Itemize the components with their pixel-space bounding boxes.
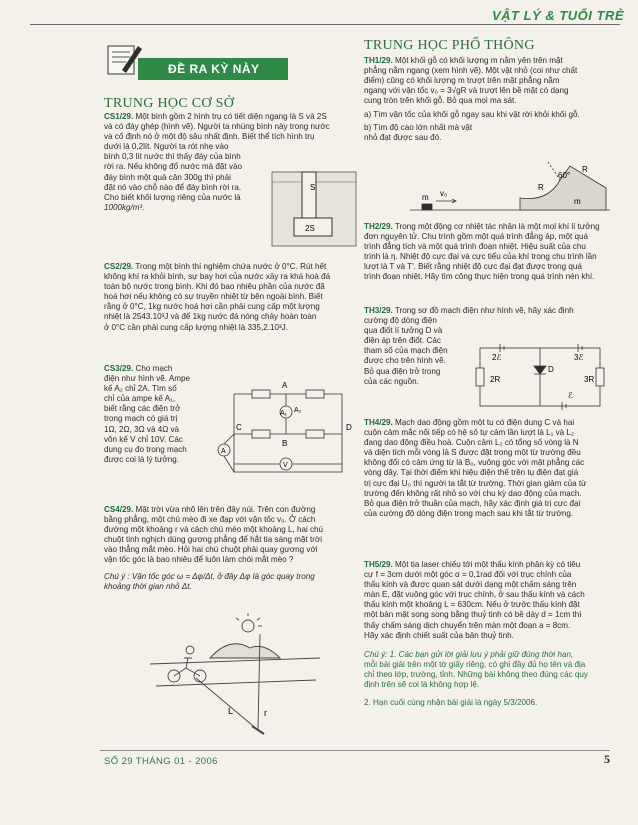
th3-line: Bỏ qua điện trở trong <box>364 366 441 376</box>
cs2-label: CS2/29. <box>104 262 134 271</box>
right-heading: TRUNG HỌC PHỔ THÔNG <box>364 38 535 53</box>
th1-question-b: nhỏ đạt được sau đó. <box>364 132 442 142</box>
cs1-line: và cố định nó ở một độ sâu nhất định. Biết thể tích hình trụ <box>104 132 315 142</box>
th3-line: qua điốt lí tưởng D và <box>364 326 443 336</box>
cs2-line: không khí ra khỏi bình, sự bay hơi của nước xảy ra khá hoà đá <box>104 272 331 282</box>
cs4-line: đường một khoảng r và cách chú mèo một khoảng L, hai chú <box>104 525 324 535</box>
th4-line: đang dao động điều hoà. Cuộn cảm L₂ có tổng số vòng là N <box>364 438 579 448</box>
cs4-line: vận tốc góc là bao nhiêu để luôn làm chói mắt mèo ? <box>104 555 294 565</box>
mass-label-1: m <box>422 193 429 202</box>
th3-label: TH3/29. <box>364 306 393 315</box>
ammeter-a1-label: A₁ <box>280 410 288 417</box>
th4-line: của cường độ dòng điện trong mạch sau khi tắt từ trường. <box>364 508 574 518</box>
th3-line: được cho trên hình vẽ. <box>364 356 446 366</box>
cs1-line: rời ra. Nếu không đổ nước mà đặt vào <box>104 162 242 172</box>
node-d: D <box>346 423 352 432</box>
th2-line: Trong một động cơ nhiệt tác nhân là một mol khí lí tưởng <box>394 222 600 231</box>
th3-line: của các nguồn. <box>364 376 419 386</box>
th4-line: không đổi có cảm ứng từ là B₀, vuông góc với mặt phẳng các <box>364 458 585 468</box>
deadline-note: 2. Hạn cuối cùng nhận bài giải là ngày 5/3/2006. <box>364 698 538 708</box>
emf-2e-label: 2ℰ <box>492 353 502 362</box>
th1-line: Một khối gỗ có khối lượng m nằm yên trên mặt <box>395 56 563 65</box>
top-rule <box>30 24 620 25</box>
th1-question-a: a) Tìm vận tốc của khối gỗ ngay sau khi vật rời khỏi khối gỗ. <box>364 110 580 120</box>
mass-label-2: m <box>574 197 581 206</box>
th1-line: cung tròn trên khối gỗ. Bỏ qua mọi ma sát. <box>364 96 517 106</box>
note-line: Chú ý: 1. Các bạn gửi lời giải lưu ý phải giữ đúng thời hạn, <box>364 650 574 659</box>
cs2-line: hoá hơi nếu không có sự truyền nhiệt từ bên ngoài bình. Biết <box>104 292 323 302</box>
distance-r-label: r <box>264 708 267 718</box>
cs1-line: Cho biết khối lượng riêng của nước là <box>104 192 241 202</box>
cs3-line: 1Ω, 2Ω, 3Ω và 4Ω và <box>104 424 180 434</box>
distance-l-label: L <box>228 706 234 716</box>
th1-label: TH1/29. <box>364 56 393 65</box>
th5-line: thấy chấm sáng dịch chuyển trên màn một đoạn a = 8cm. <box>364 620 571 630</box>
cs2-line: nhiệt là 2543.10³J và để 1kg nước đá nóng chảy hoàn toàn <box>104 312 317 322</box>
th2-line: lượt là T và T'. Biết rằng nhiệt độ cực đại đạt được trong quá <box>364 262 582 272</box>
cyclist-mirror-figure <box>150 612 320 744</box>
velocity-label: v₀ <box>440 189 448 198</box>
th2-line: trình đoạn nhiệt. Hãy tìm công thực hiện trong quá trình nén khí. <box>364 272 595 282</box>
node-b: B <box>282 439 288 448</box>
note-line: định trên sẽ coi là không hợp lệ. <box>364 680 480 690</box>
th1-line: phẳng nằm ngang (xem hình vẽ). Một vật nhỏ (coi như chất <box>364 66 578 76</box>
cs3-line: dụng cụ đo trong mạch <box>104 444 187 454</box>
th5-line: Hãy xác định chiết suất của bản thuỷ tinh. <box>364 630 514 640</box>
page-number: 5 <box>604 752 610 766</box>
th3-line: điện áp trên điốt. Các <box>364 336 441 346</box>
th5-line: cự f = 3cm dưới một góc α = 0,1rad đối với trục chính của <box>364 570 572 580</box>
cs4-line: Mặt trời vừa nhô lên trên đây núi. Trên con đường <box>135 505 316 514</box>
th2-line: trình đẳng tích và một quá trình đoạn nhiệt. Hiệu suất của chu <box>364 242 586 252</box>
problem-cs4 <box>104 505 360 592</box>
cs2-line: ở 0°C cần phải cung cấp lượng nhiệt là 335,2.10³J. <box>104 322 288 332</box>
voltmeter-label: V <box>283 462 288 469</box>
cs1-line: đáy bình một quả cân 300g thì phải <box>104 172 231 182</box>
th4-line: vòng dây. Tại thời điểm khi hiệu điện thế trên tụ điện đạt giá <box>364 468 579 478</box>
diode-circuit-figure <box>470 340 610 410</box>
cs3-label: CS3/29. <box>104 364 134 373</box>
cs2-line: toàn bộ nước trong bình. Khi đó bao nhiêu phần của nước đã <box>104 282 325 292</box>
th3-line: Trong sơ đồ mạch điện như hình vẽ, hãy xác định <box>394 306 574 315</box>
emf-3e-label: 3ℰ <box>574 353 584 362</box>
problem-cs3 <box>104 364 222 465</box>
th2-label: TH2/29. <box>364 222 393 231</box>
th2-line: trình là η. Nhiệt độ cực đại và cực tiểu của khí trong chu trình lần <box>364 252 597 262</box>
note-line: mỗi bài giải trên một tờ giấy riêng, có ghi đầy đủ họ tên và địa <box>364 660 586 670</box>
cs1-line: đặt nó vào chỗ nào để đáy bình rời ra. <box>104 182 242 192</box>
cs3-line: chỉ của ampe kế A₁, <box>104 394 176 404</box>
problem-th2 <box>364 222 612 283</box>
th3-line: tham số của mạch điện <box>364 346 448 356</box>
th1-line: điểm) cũng có khối lượng m trượt trên mặt phẳng nằm <box>364 76 560 86</box>
wood-block-figure <box>410 160 612 218</box>
th4-line: trị cực đại U₀ thì người ta tắt từ trường. Thời gian giảm của từ <box>364 478 587 488</box>
ammeter-a-label: A <box>221 448 226 455</box>
problem-th5 <box>364 560 612 641</box>
th4-line: Mạch dao động gồm một tụ có điện dung C và hai <box>395 418 575 427</box>
footer-rule <box>100 750 610 751</box>
ammeter-a2-label: A₂ <box>294 407 302 414</box>
th2-line: đơn nguyên tử. Chu trình gồm một quá trình đẳng áp, một quá <box>364 232 588 242</box>
ammeter-circuit-figure <box>214 372 360 492</box>
section-banner: ĐỀ RA KỲ NÀY <box>138 58 288 80</box>
cs1-line: bình 0,3 lít nước thì thấy đáy của bình <box>104 152 241 162</box>
th3-line: cường độ dòng điện <box>364 316 437 326</box>
cs3-line: biết rằng các điện trở <box>104 404 181 414</box>
th1-question-b: b) Tìm độ cao lớn nhất mà vật <box>364 122 473 132</box>
cs2-line: Trong một bình thí nghiệm chứa nước ở 0°C. Rút hết <box>135 262 327 271</box>
cs1-line: dưới là 0,2lít. Người ta rót nhẹ vào <box>104 142 229 152</box>
cs2-line: rằng ở 0°C, 1kg nước hoá hơi cần phải cung cấp một lượng <box>104 302 320 312</box>
th4-line: cuộn cảm mắc nối tiếp có hệ số tự cảm lần lượt là L₁ và L₂ <box>364 428 575 438</box>
cs4-label: CS4/29. <box>104 505 134 514</box>
cs3-line: kế A₂ chỉ 2A. Tìm số <box>104 384 177 394</box>
th5-label: TH5/29. <box>364 560 393 569</box>
problem-th1 <box>364 56 612 143</box>
cs1-label: CS1/29. <box>104 112 134 121</box>
cs3-line: được coi là lý tưởng. <box>104 454 179 464</box>
magazine-title: VẬT LÝ & TUỔI TRẺ <box>492 8 624 23</box>
note-line: chỉ theo lớp, trường, tỉnh. Những bài không theo đúng các quy <box>364 670 588 680</box>
diode-label: D <box>548 365 554 374</box>
issue-label: SỐ 29 THÁNG 01 - 2006 <box>104 756 218 767</box>
label-s: S <box>310 183 316 192</box>
problem-cs2 <box>104 262 360 333</box>
th5-line: màn E, đặt vuông góc với trục chính, ở sau thấu kính và cách <box>364 590 585 600</box>
th5-line: một bản mặt song song bằng thuỷ tinh có bề dày d = 1cm thì <box>364 610 582 620</box>
resistor-3r-label: 3R <box>584 375 595 384</box>
submission-notes <box>364 650 612 708</box>
vessel-figure <box>270 168 360 250</box>
cs3-line: vôn kế V chỉ 10V. Các <box>104 434 183 444</box>
emf-e-label: ℰ <box>568 391 573 400</box>
cs3-line: trong mạch có giá trị <box>104 414 178 424</box>
cs1-line: và có đáy ghép (hình vẽ). Người ta nhúng bình này trong nước <box>104 122 330 132</box>
th4-line: Bỏ qua điện trở thuần của mạch, hãy xác định giá trị cực đại <box>364 498 581 508</box>
radius-label-1: R <box>582 165 588 174</box>
th4-line: trường đến không rất nhỏ so với chu kỳ dao động của mạch. <box>364 488 582 498</box>
cs4-note: Chú ý : Vận tốc góc ω = Δφ/Δt, ở đây Δφ là góc quay trong <box>104 571 315 581</box>
cs1-line: Một bình gồm 2 hình trụ có tiết diện ngang là S và 2S <box>135 112 327 121</box>
th5-line: thấu kính và được quan sát dưới dạng một chấm sáng trên <box>364 580 577 590</box>
radius-label-2: R <box>538 183 544 192</box>
label-2s: 2S <box>305 224 315 233</box>
cs3-line: Cho mạch <box>135 364 173 373</box>
left-heading: TRUNG HỌC CƠ SỞ <box>104 96 235 111</box>
cs4-note: khoảng thời gian nhỏ Δt. <box>104 581 192 591</box>
problem-th4 <box>364 418 612 519</box>
angle-label: 60° <box>558 171 571 180</box>
cs1-line: 1000kg/m³. <box>104 202 145 212</box>
th5-line: thấu kính một khoảng L = 630cm. Nếu ở trước thấu kính đặt <box>364 600 580 610</box>
cs4-line: vào thẳng mắt mèo. Hỏi hai chú chuột phải quay gương với <box>104 545 318 555</box>
node-a: A <box>282 381 288 390</box>
th4-line: và diện tích mỗi vòng là S được đặt trong một từ trường đều <box>364 448 581 458</box>
cs4-line: bằng phẳng, một chú mèo đi xe đạp với vận tốc v₀. Ở cách <box>104 515 316 525</box>
cs4-line: chuột tinh nghịch dùng gương phẳng để hắt tia sáng mặt trời <box>104 535 323 545</box>
node-c: C <box>236 423 242 432</box>
resistor-2r-label: 2R <box>490 375 501 384</box>
th1-line: ngang với vận tốc v₀ = 3√gR và trượt lên bề mặt có dạng <box>364 86 569 96</box>
th4-label: TH4/29. <box>364 418 393 427</box>
th5-line: Một tia laser chiếu tới một thấu kính phân kỳ có tiêu <box>395 560 581 569</box>
cs3-line: điện như hình vẽ. Ampe <box>104 374 190 384</box>
